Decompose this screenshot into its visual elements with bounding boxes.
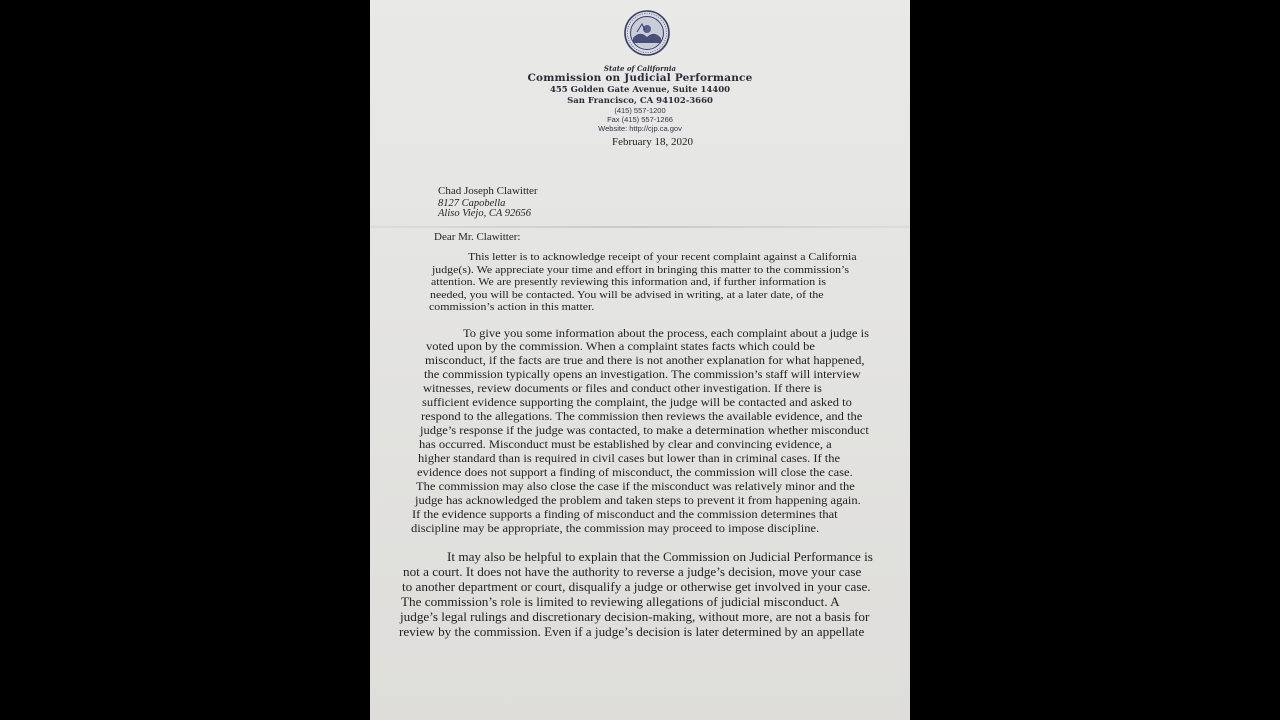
paragraph3-line: The commission’s role is limited to reviewing allegations of judicial misconduct. A	[401, 595, 840, 609]
paper-fold	[370, 226, 910, 228]
recipient-name: Chad Joseph Clawitter	[438, 185, 538, 197]
recipient-city: Aliso Viejo, CA 92656	[438, 208, 531, 219]
paragraph3-line: review by the commission. Even if a judge’s decision is later determined by an appellate	[399, 625, 865, 639]
paragraph2-line: higher standard than is required in civil cases but lower than in criminal cases. If the	[418, 452, 841, 465]
letterhead-fax: Fax (415) 557-1266	[607, 115, 673, 124]
paragraph1-line: needed, you will be contacted. You will be advised in writing, at a later date, of the	[430, 289, 824, 301]
paragraph2-line: evidence does not support a finding of misconduct, the commission will close the case.	[417, 466, 853, 479]
paragraph2-line: the commission typically opens an investigation. The commission’s staff will interview	[424, 368, 861, 381]
letterhead-website: Website: http://cjp.ca.gov	[598, 124, 682, 133]
paragraph1-line: This letter is to acknowledge receipt of your recent complaint against a California	[468, 251, 857, 263]
paragraph2-line: respond to the allegations. The commission then reviews the available evidence, and the	[421, 410, 863, 423]
paragraph2-line: voted upon by the commission. When a complaint states facts which could be	[426, 340, 815, 353]
letterhead-phone: (415) 557-1200	[614, 106, 666, 115]
state-seal-icon	[624, 10, 670, 56]
paragraph2-line: The commission may also close the case if the misconduct was relatively minor and the	[416, 480, 855, 493]
paragraph2-line: To give you some information about the process, each complaint about a judge is	[463, 327, 869, 340]
paragraph3-line: judge’s legal rulings and discretionary decision-making, without more, are not a basis for	[400, 610, 870, 624]
paragraph3-line: to another department or court, disqualify a judge or otherwise get involved in your case.	[402, 580, 871, 594]
paragraph3-line: not a court. It does not have the authority to reverse a judge’s decision, move your case	[403, 565, 862, 579]
letterhead-state: State of California	[603, 64, 677, 73]
paragraph2-line: witnesses, review documents or files and conduct other investigation. If there is	[423, 382, 822, 395]
paragraph2-line: judge has acknowledged the problem and taken steps to prevent it from happening again.	[415, 494, 861, 507]
salutation: Dear Mr. Clawitter:	[434, 231, 521, 243]
letter-page	[370, 0, 910, 720]
paragraph1-line: attention. We are presently reviewing this information and, if further information is	[431, 276, 827, 288]
paragraph2-line: sufficient evidence supporting the complaint, the judge will be contacted and asked to	[422, 396, 852, 409]
paragraph1-line: judge(s). We appreciate your time and effort in bringing this matter to the commission’s	[432, 264, 849, 276]
letterhead-address-line2: San Francisco, CA 94102-3660	[567, 96, 713, 106]
paragraph3-line: It may also be helpful to explain that the Commission on Judicial Performance is	[447, 550, 873, 564]
recipient-street: 8127 Capobella	[438, 198, 506, 209]
paragraph2-line: discipline may be appropriate, the commission may proceed to impose discipline.	[411, 522, 820, 535]
paragraph2-line: has occurred. Misconduct must be established by clear and convincing evidence, a	[419, 438, 832, 451]
letter-date: February 18, 2020	[612, 136, 693, 148]
paragraph2-line: judge’s response if the judge was contacted, to make a determination whether misconduct	[420, 424, 869, 437]
paragraph2-line: misconduct, if the facts are true and there is not another explanation for what happened,	[425, 354, 865, 367]
paragraph2-line: If the evidence supports a finding of misconduct and the commission determines that	[412, 508, 838, 521]
letterhead-commission: Commission on Judicial Performance	[527, 72, 753, 84]
paragraph1-line: commission’s action in this matter.	[429, 301, 595, 313]
letterhead-address-line1: 455 Golden Gate Avenue, Suite 14400	[549, 85, 731, 95]
